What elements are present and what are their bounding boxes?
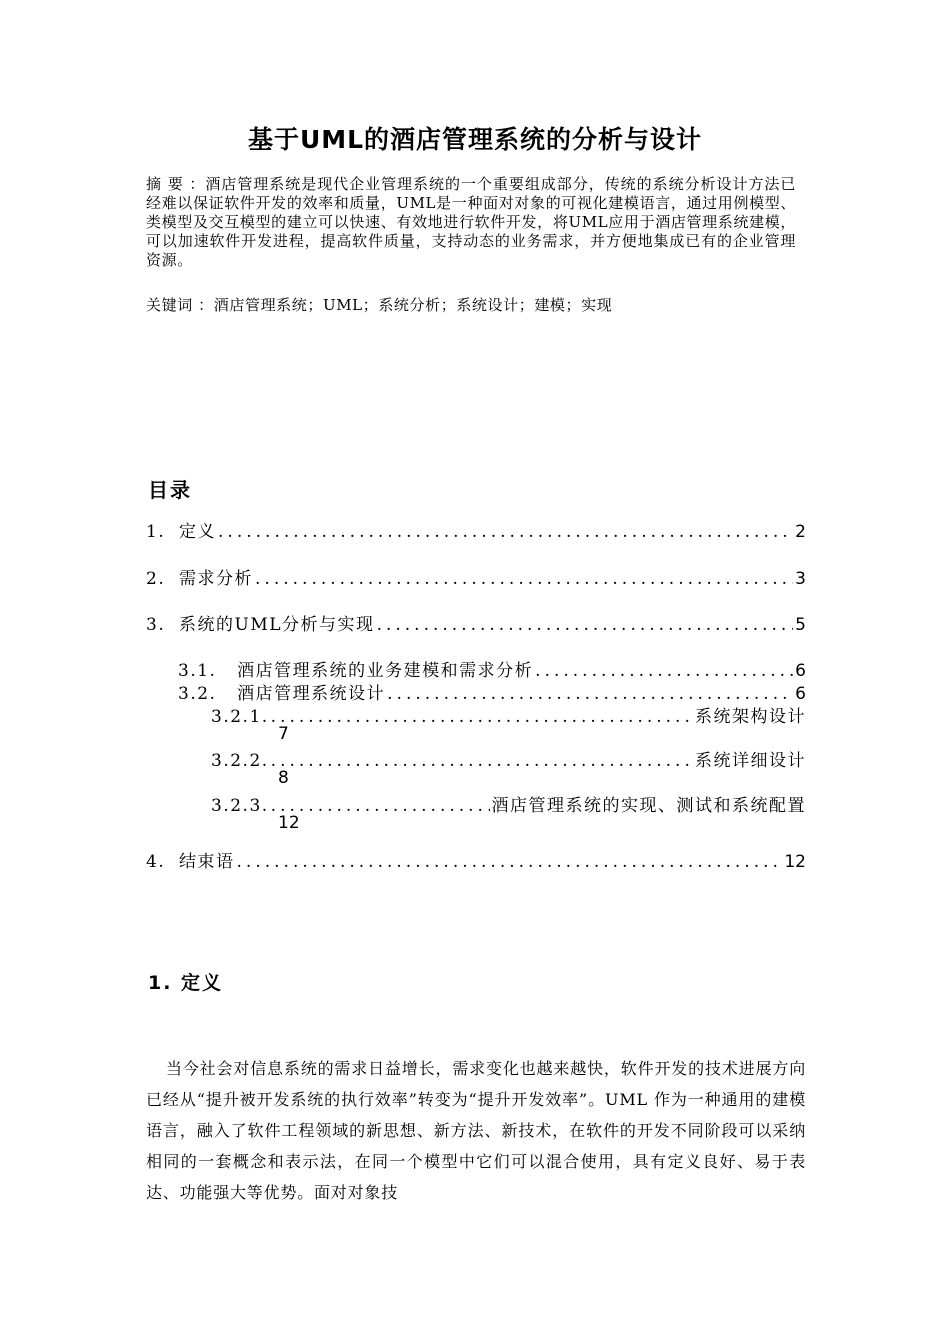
toc-leader-dots <box>237 852 783 872</box>
toc-item-label: 3.2. 酒店管理系统设计 <box>178 684 386 704</box>
toc-item-label: 1. 定义 <box>146 522 217 542</box>
toc-item-conclusion[interactable] <box>146 847 806 872</box>
toc-item-system-design[interactable] <box>178 679 806 704</box>
toc-item-text: 系统架构设计 <box>695 707 806 727</box>
toc-item-label: 3. 系统的UML分析与实现 <box>146 615 375 635</box>
document-title: 基于UML的酒店管理系统的分析与设计 <box>247 125 703 154</box>
toc-item-page: 8 <box>278 768 289 788</box>
section-paragraph: 当今社会对信息系统的需求日益增长，需求变化也越来越快，软件开发的技术进展方向已经从“提升被开发系统的执行效率”转变为“提升开发效率”。UML 作为一种通用的建模语言，融入了软件工程领域的新思想、新方法、新技术，在软件的开发不同阶段可以采纳相同的一套概念和表示法，在同一个模型中它们可以混合使用，具有定义良好、易于表达、功能强大等优势。面对对象技 <box>146 1059 806 1202</box>
toc-leader-dots <box>387 684 793 704</box>
toc-leader-dots <box>535 661 793 681</box>
toc-item-page: 12 <box>278 813 300 833</box>
toc-heading: 目录 <box>148 478 192 502</box>
toc-item-text: 系统详细设计 <box>695 751 806 771</box>
section-heading: 1. 定义 <box>148 972 224 994</box>
keywords: 关键词 ：酒店管理系统；UML；系统分析；系统设计；建模；实现 <box>146 296 613 314</box>
toc-leader-dots <box>271 751 693 771</box>
toc-item-page: 3 <box>795 569 806 589</box>
toc-item-page: 12 <box>784 852 806 872</box>
toc-item-label: 3.2.3. <box>211 796 269 816</box>
toc-leader-dots <box>255 569 793 589</box>
toc-item-text: 酒店管理系统的实现、测试和系统配置 <box>491 796 806 816</box>
abstract: 摘 要 ：酒店管理系统是现代企业管理系统的一个重要组成部分，传统的系统分析设计方法已经难以保证软件开发的效率和质量，UML是一种面对对象的可视化建模语言，通过用例模型、类模型及交互模型的建立可以快速、有效地进行软件开发，将UML应用于酒店管理系统建模，可以加速软件开发进程，提高软件质量，支持动态的业务需求，并方便地集成已有的企业管理资源。 <box>146 175 796 269</box>
toc-item-label: 3.1. 酒店管理系统的业务建模和需求分析 <box>178 661 534 681</box>
toc-item-requirements[interactable] <box>146 564 806 589</box>
toc-item-label: 3.2.1. <box>211 707 269 727</box>
toc-item-page: 6 <box>795 661 806 681</box>
toc-leader-dots <box>271 707 693 727</box>
toc-leader-dots <box>218 522 793 542</box>
toc-leader-dots <box>377 615 794 635</box>
toc-leader-dots <box>271 796 490 816</box>
toc-item-label: 3.2.2. <box>211 751 269 771</box>
toc-item-implementation[interactable] <box>211 791 806 816</box>
toc-item-detailed-design[interactable] <box>211 746 806 771</box>
toc-item-architecture-design[interactable] <box>211 702 806 727</box>
toc-item-label: 4. 结束语 <box>146 852 235 872</box>
toc-item-page: 6 <box>795 684 806 704</box>
toc-item-page: 2 <box>795 522 806 542</box>
toc-item-uml-analysis[interactable] <box>146 610 806 635</box>
toc-item-page: 7 <box>278 724 289 744</box>
toc-item-definition[interactable] <box>146 517 806 542</box>
toc-item-business-modeling[interactable] <box>178 656 806 681</box>
toc-item-label: 2. 需求分析 <box>146 569 254 589</box>
toc-item-page: 5 <box>795 615 806 635</box>
